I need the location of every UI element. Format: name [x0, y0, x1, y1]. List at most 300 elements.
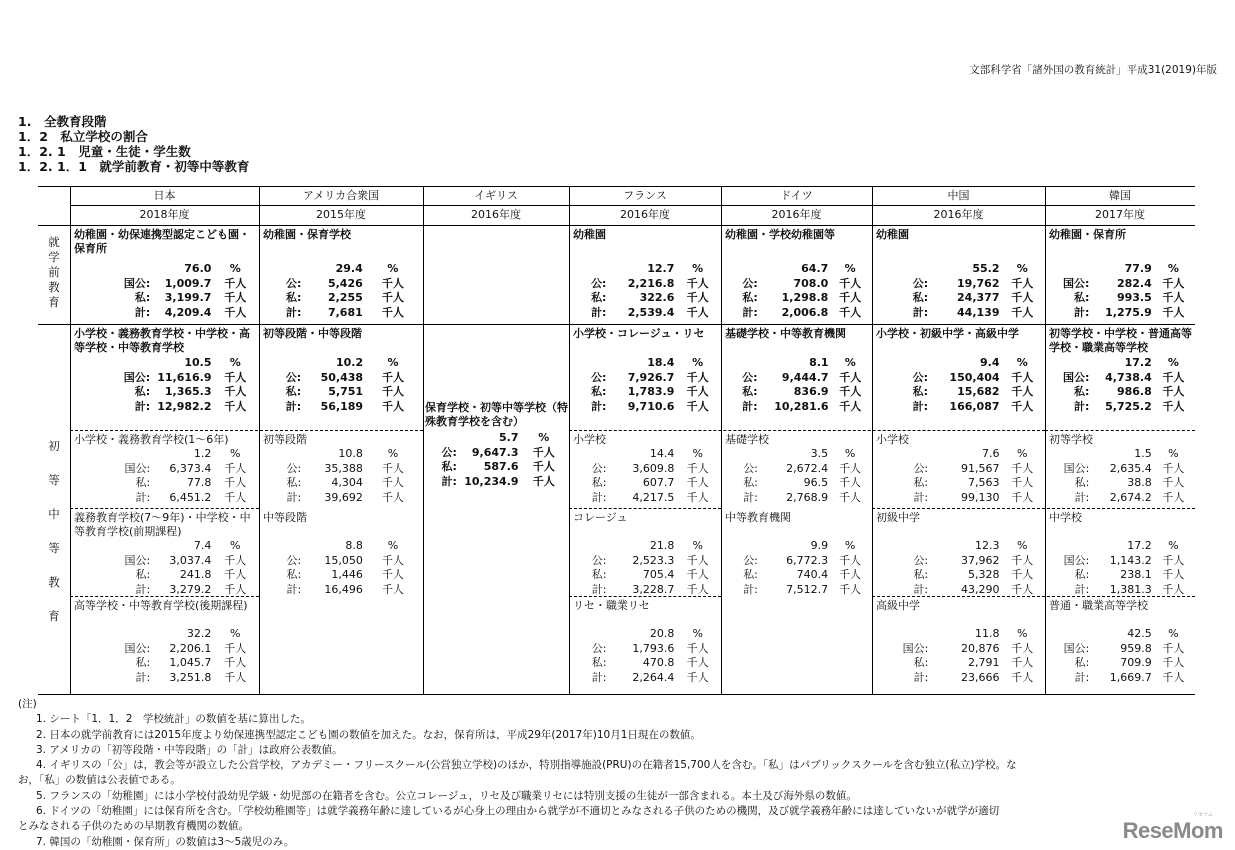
- row-label: 私:: [591, 476, 607, 489]
- note-2: 2. 日本の就学前教育には2015年度より幼保連携型認定こども園の数値を加えた。なお，保育所は，平成29年(2017年)10月1日現在の数値。: [36, 728, 701, 741]
- category-title: リセ・職業リセ: [573, 599, 650, 612]
- divider: [38, 324, 1195, 325]
- row-label: 公:: [591, 370, 607, 384]
- row-label: 私:: [286, 476, 302, 489]
- row-label: [873, 356, 928, 371]
- percent-row: [873, 356, 1045, 371]
- value: 24,377: [957, 291, 1000, 304]
- percent-row: [1046, 447, 1195, 462]
- value: 17.2: [1124, 356, 1152, 369]
- unit: %: [229, 262, 241, 275]
- row-label: [260, 356, 301, 371]
- unit: 千人: [224, 670, 247, 684]
- row-label: 国公:: [1063, 461, 1090, 475]
- private-row: [570, 476, 721, 491]
- private-row: [722, 476, 872, 491]
- value: 42.5: [1127, 627, 1152, 640]
- row-label: 計:: [1073, 399, 1090, 413]
- value: 470.8: [642, 656, 675, 669]
- row-label: 計:: [591, 582, 607, 596]
- row-label: [260, 262, 301, 277]
- value: 9.4: [980, 356, 1000, 369]
- private-row: [873, 476, 1045, 491]
- percent-row: [1046, 262, 1195, 277]
- value: 7.4: [193, 539, 212, 552]
- category-title: 小学校・初級中学・高級中学: [876, 327, 1019, 340]
- value: 4,217.5: [632, 490, 675, 504]
- value: 10.8: [338, 447, 363, 460]
- row-label: [1046, 627, 1089, 642]
- primary-secondary-total-uk: [422, 401, 569, 491]
- unit: %: [692, 356, 704, 369]
- unit: 千人: [1011, 670, 1034, 684]
- dashed-divider: [1045, 430, 1195, 431]
- unit: 千人: [686, 399, 709, 413]
- subcategory-cell-germany-2: [722, 511, 872, 596]
- unit: %: [1017, 539, 1028, 552]
- percent-row: [1046, 539, 1195, 554]
- country-header-japan: 日本: [153, 189, 176, 202]
- row-label: 計:: [913, 670, 929, 684]
- value: 44,139: [957, 305, 1000, 319]
- row-label: [1046, 447, 1089, 462]
- row-label: [71, 262, 150, 277]
- total-row: [722, 583, 872, 598]
- unit: 千人: [686, 461, 709, 475]
- row-label: 国公:: [1063, 641, 1090, 655]
- unit: %: [1168, 539, 1179, 552]
- row-label: 私:: [742, 385, 758, 398]
- primary-secondary-total-germany: [722, 327, 872, 430]
- value: 150,404: [949, 370, 1000, 384]
- public-row: [570, 277, 721, 292]
- total-row: [722, 400, 872, 415]
- unit: 千人: [1162, 582, 1185, 596]
- category-title: 初等学校: [1049, 433, 1093, 446]
- private-row: [570, 656, 721, 671]
- total-row: [1046, 671, 1195, 686]
- row-label: 国公:: [1062, 370, 1090, 384]
- value: 9,710.6: [627, 399, 675, 413]
- unit: 千人: [1162, 476, 1185, 489]
- unit: 千人: [1011, 656, 1034, 669]
- unit: 千人: [839, 385, 862, 398]
- unit: %: [538, 431, 550, 444]
- value: 2,768.9: [786, 490, 829, 504]
- unit: %: [387, 447, 399, 460]
- note-3: 3. アメリカの「初等段階・中等段階」の「計」は政府公表数値。: [36, 743, 343, 756]
- row-label: 私:: [743, 568, 758, 581]
- public-row: [570, 462, 721, 477]
- private-row: [71, 656, 259, 671]
- unit: 千人: [224, 490, 247, 504]
- unit: 千人: [839, 568, 862, 581]
- total-row: [873, 306, 1045, 321]
- preschool-cell-usa: [260, 228, 423, 324]
- unit: 千人: [381, 305, 404, 319]
- percent-row: [1046, 356, 1195, 371]
- percent-row: [570, 627, 721, 642]
- row-label: 国公:: [902, 641, 929, 655]
- percent-row: [260, 356, 423, 371]
- row-label: 私:: [1074, 656, 1090, 669]
- value: 241.8: [179, 568, 212, 581]
- unit: 千人: [381, 276, 404, 290]
- preschool-cell-japan: [71, 228, 259, 324]
- value: 1,783.9: [627, 385, 675, 398]
- value: 76.0: [184, 262, 212, 275]
- percent-row: [570, 447, 721, 462]
- unit: 千人: [1162, 399, 1185, 413]
- total-row: [570, 491, 721, 506]
- unit: %: [387, 262, 399, 275]
- public-row: [1046, 462, 1195, 477]
- percent-row: [71, 627, 259, 642]
- category-title: 初等段階: [263, 433, 307, 446]
- subcategory-cell-korea-3: [1046, 599, 1195, 684]
- unit: %: [1168, 447, 1179, 460]
- unit: 千人: [1011, 370, 1034, 384]
- private-row: [71, 385, 259, 400]
- subcategory-cell-usa-2: [260, 511, 423, 596]
- category-title: 義務教育学校(7～9年)・中学校・中等教育学校(前期課程): [74, 511, 251, 538]
- public-row: [71, 462, 259, 477]
- value: 64.7: [801, 262, 829, 275]
- row-label: 計:: [135, 490, 151, 504]
- unit: %: [229, 447, 241, 460]
- value: 4,209.4: [164, 305, 212, 319]
- unit: 千人: [1011, 305, 1034, 319]
- category-title: 中等段階: [263, 511, 307, 524]
- primary-secondary-total-france: [570, 327, 721, 430]
- unit: 千人: [1162, 461, 1185, 475]
- note-4-continued: お，「私」の数値は公表値である。: [18, 774, 181, 787]
- subcategory-cell-china-2: [873, 511, 1045, 596]
- value: 2,216.8: [627, 276, 675, 290]
- row-label: [570, 447, 606, 462]
- row-label: 計:: [912, 399, 929, 413]
- private-row: [722, 291, 872, 306]
- unit: 千人: [382, 385, 405, 398]
- percent-row: [722, 539, 872, 554]
- preschool-cell-france: [570, 228, 721, 324]
- row-label: 計:: [912, 305, 929, 319]
- percent-row: [873, 539, 1045, 554]
- percent-row: [570, 539, 721, 554]
- private-row: [71, 291, 259, 306]
- unit: 千人: [1011, 399, 1034, 413]
- public-row: [260, 371, 423, 386]
- public-row: [570, 554, 721, 569]
- value: 6,373.4: [169, 461, 212, 475]
- unit: %: [1016, 356, 1028, 369]
- unit: 千人: [686, 276, 709, 290]
- row-label: 私:: [742, 291, 758, 304]
- row-label: 私:: [134, 291, 151, 304]
- public-row: [260, 462, 423, 477]
- row-label: [71, 356, 150, 371]
- row-label: 計:: [913, 582, 929, 596]
- unit: 千人: [381, 582, 404, 596]
- value: 2,539.4: [627, 305, 675, 319]
- row-label: 公:: [591, 641, 607, 655]
- unit: 千人: [686, 370, 709, 384]
- value: 20,876: [961, 641, 1000, 655]
- row-label: 計:: [1074, 490, 1090, 504]
- private-row: [1046, 476, 1195, 491]
- percent-row: [722, 262, 872, 277]
- value: 1,298.8: [781, 291, 829, 304]
- unit: 千人: [1162, 291, 1185, 304]
- total-row: [722, 491, 872, 506]
- value: 7,563: [967, 476, 1000, 489]
- subcategory-cell-japan-3: [71, 599, 259, 684]
- country-header-usa: アメリカ合衆国: [302, 189, 380, 202]
- value: 10,281.6: [774, 399, 829, 413]
- subcategory-cell-japan-1: [71, 433, 259, 511]
- unit: 千人: [686, 656, 709, 669]
- row-label: [722, 447, 758, 462]
- value: 7,926.7: [627, 370, 675, 384]
- value: 3.5: [810, 447, 829, 460]
- row-label: 公:: [441, 445, 457, 459]
- unit: 千人: [381, 553, 404, 567]
- value: 705.4: [642, 568, 675, 581]
- unit: 千人: [1011, 385, 1034, 398]
- percent-row: [71, 539, 259, 554]
- unit: %: [387, 356, 399, 369]
- subcategory-cell-france-1: [570, 433, 721, 511]
- value: 3,251.8: [169, 670, 212, 684]
- value: 1,045.7: [169, 656, 212, 669]
- row-label: 公:: [286, 461, 302, 475]
- percent-row: [873, 262, 1045, 277]
- private-row: [873, 568, 1045, 583]
- value: 6,451.2: [169, 490, 212, 504]
- row-label: 計:: [134, 399, 151, 413]
- unit: 千人: [839, 582, 862, 596]
- row-label: 私:: [1073, 385, 1090, 398]
- row-label: 計:: [591, 305, 607, 319]
- category-title: 小学校・義務教育学校(1～6年): [74, 433, 229, 446]
- value: 1,275.9: [1105, 305, 1152, 319]
- public-row: [722, 371, 872, 386]
- value: 2,672.4: [786, 461, 829, 475]
- percent-row: [873, 447, 1045, 462]
- year-japan: 2018年度: [139, 208, 190, 221]
- category-title: 小学校: [573, 433, 606, 446]
- private-row: [722, 568, 872, 583]
- unit: 千人: [224, 476, 247, 489]
- value: 1,669.7: [1109, 670, 1152, 684]
- row-label: 公:: [591, 461, 607, 475]
- row-label: 私:: [591, 568, 607, 581]
- primary-secondary-total-korea: [1046, 327, 1195, 430]
- row-label: 私:: [1073, 291, 1090, 304]
- subcategory-cell-korea-2: [1046, 511, 1195, 596]
- value: 96.5: [803, 476, 829, 489]
- value: 56,189: [320, 399, 364, 413]
- public-row: [1046, 277, 1195, 292]
- value: 21.8: [649, 539, 675, 552]
- heading-3: 1．2. 1 児童・生徒・学生数: [18, 144, 191, 159]
- total-row: [1046, 400, 1195, 415]
- category-title: 高等学校・中等教育学校(後期課程): [74, 599, 248, 612]
- percent-row: [71, 262, 259, 277]
- value: 19,762: [957, 276, 1000, 290]
- row-label: 私:: [743, 476, 758, 489]
- unit: 千人: [1011, 568, 1034, 581]
- value: 10.5: [184, 356, 212, 369]
- unit: 千人: [1162, 568, 1185, 581]
- category-title: 中学校: [1049, 511, 1082, 524]
- value: 23,666: [961, 670, 1000, 684]
- value: 5,751: [328, 385, 364, 398]
- year-uk: 2016年度: [471, 208, 521, 221]
- row-label: 私:: [591, 291, 607, 304]
- row-label: [873, 539, 928, 554]
- country-header-korea: 韓国: [1109, 189, 1131, 202]
- row-label: 計:: [591, 670, 607, 684]
- public-row: [570, 371, 721, 386]
- note-7: 7. 韓国の「幼稚園・保育所」の数値は3～5歳児のみ。: [36, 835, 295, 848]
- row-label: [570, 539, 606, 554]
- value: 3,609.8: [632, 461, 675, 475]
- row-label: 私:: [135, 568, 151, 581]
- public-row: [570, 642, 721, 657]
- preschool-cell-germany: [722, 228, 872, 324]
- value: 2,206.1: [169, 641, 212, 655]
- row-label: 国公:: [124, 553, 151, 567]
- value: 20.8: [649, 627, 675, 640]
- unit: 千人: [1011, 476, 1034, 489]
- public-row: [1046, 642, 1195, 657]
- total-row: [260, 306, 423, 321]
- value: 1,365.3: [164, 385, 212, 398]
- row-label: 国公:: [1062, 276, 1090, 290]
- total-row: [1046, 306, 1195, 321]
- row-label: 私:: [912, 291, 929, 304]
- total-row: [260, 583, 423, 598]
- private-row: [260, 476, 423, 491]
- value: 2,791: [968, 656, 1000, 669]
- value: 2,006.8: [781, 305, 829, 319]
- value: 10,234.9: [464, 474, 519, 488]
- category-title: 保育学校・初等中等学校（特殊教育学校を含む）: [425, 401, 568, 428]
- unit: %: [692, 539, 703, 552]
- row-label-preschool: 就 学 前 教 育: [48, 235, 60, 309]
- row-label: 計:: [286, 582, 302, 596]
- unit: 千人: [1011, 276, 1034, 290]
- unit: 千人: [1162, 370, 1185, 384]
- value: 2,635.4: [1109, 461, 1152, 475]
- category-title: 初等学校・中学校・普通高等学校・職業高等学校: [1049, 327, 1192, 354]
- unit: 千人: [1011, 461, 1034, 475]
- row-label: 計:: [135, 670, 151, 684]
- row-label: 公:: [743, 553, 758, 567]
- row-label: [422, 431, 457, 446]
- unit: 千人: [839, 276, 862, 290]
- percent-row: [260, 447, 423, 462]
- row-label: 公:: [591, 276, 607, 290]
- value: 993.5: [1116, 291, 1152, 304]
- row-label: 私:: [591, 656, 607, 669]
- row-label: 私:: [1074, 568, 1090, 581]
- row-label: 私:: [441, 460, 457, 473]
- total-row: [1046, 583, 1195, 598]
- row-label: [260, 447, 301, 462]
- category-title: 小学校: [876, 433, 909, 446]
- row-label: [71, 539, 150, 554]
- total-row: [570, 671, 721, 686]
- notes: [18, 697, 1017, 850]
- value: 1,009.7: [164, 276, 212, 290]
- value: 5,328: [967, 568, 1000, 581]
- unit: 千人: [1162, 656, 1185, 669]
- value: 166,087: [949, 399, 1000, 413]
- row-label: [722, 539, 758, 554]
- unit: %: [844, 262, 856, 275]
- row-label: 私:: [1074, 476, 1090, 489]
- row-label: 公:: [743, 461, 758, 475]
- heading-4: 1．2. 1．1 就学前教育・初等中等教育: [18, 159, 250, 174]
- unit: 千人: [381, 291, 404, 304]
- total-row: [1046, 491, 1195, 506]
- unit: 千人: [1162, 641, 1185, 655]
- unit: 千人: [1162, 385, 1185, 398]
- value: 1.2: [193, 447, 212, 460]
- unit: 千人: [686, 476, 709, 489]
- private-school-ratio-table: [38, 186, 1195, 695]
- unit: 千人: [686, 305, 709, 319]
- unit: 千人: [381, 490, 404, 504]
- value: 3,199.7: [164, 291, 212, 304]
- row-label: 計:: [591, 490, 607, 504]
- unit: 千人: [686, 670, 709, 684]
- public-row: [1046, 371, 1195, 386]
- row-label: 計:: [286, 305, 302, 319]
- row-label: 公:: [286, 276, 302, 290]
- value: 1,446: [331, 568, 363, 581]
- unit: %: [229, 356, 241, 369]
- value: 12.3: [974, 539, 1000, 552]
- row-label: 私:: [286, 291, 302, 304]
- value: 32.2: [186, 627, 212, 640]
- unit: 千人: [686, 490, 709, 504]
- public-row: [260, 277, 423, 292]
- total-row: [873, 583, 1045, 598]
- percent-row: [722, 447, 872, 462]
- private-row: [1046, 291, 1195, 306]
- total-row: [873, 671, 1045, 686]
- year-china: 2016年度: [933, 208, 984, 221]
- unit: %: [229, 627, 241, 640]
- total-row: [71, 400, 259, 415]
- value: 3,228.7: [632, 582, 675, 596]
- value: 50,438: [320, 370, 364, 384]
- country-header-france: フランス: [623, 189, 667, 202]
- unit: 千人: [224, 370, 247, 384]
- row-label: 計:: [286, 490, 302, 504]
- unit: 千人: [381, 568, 404, 581]
- unit: 千人: [1162, 670, 1185, 684]
- row-label: 私:: [913, 476, 929, 489]
- row-label: 計:: [913, 490, 929, 504]
- unit: %: [1167, 262, 1179, 275]
- value: 2,674.2: [1109, 490, 1152, 504]
- percent-row: [1046, 627, 1195, 642]
- year-usa: 2015年度: [316, 208, 366, 221]
